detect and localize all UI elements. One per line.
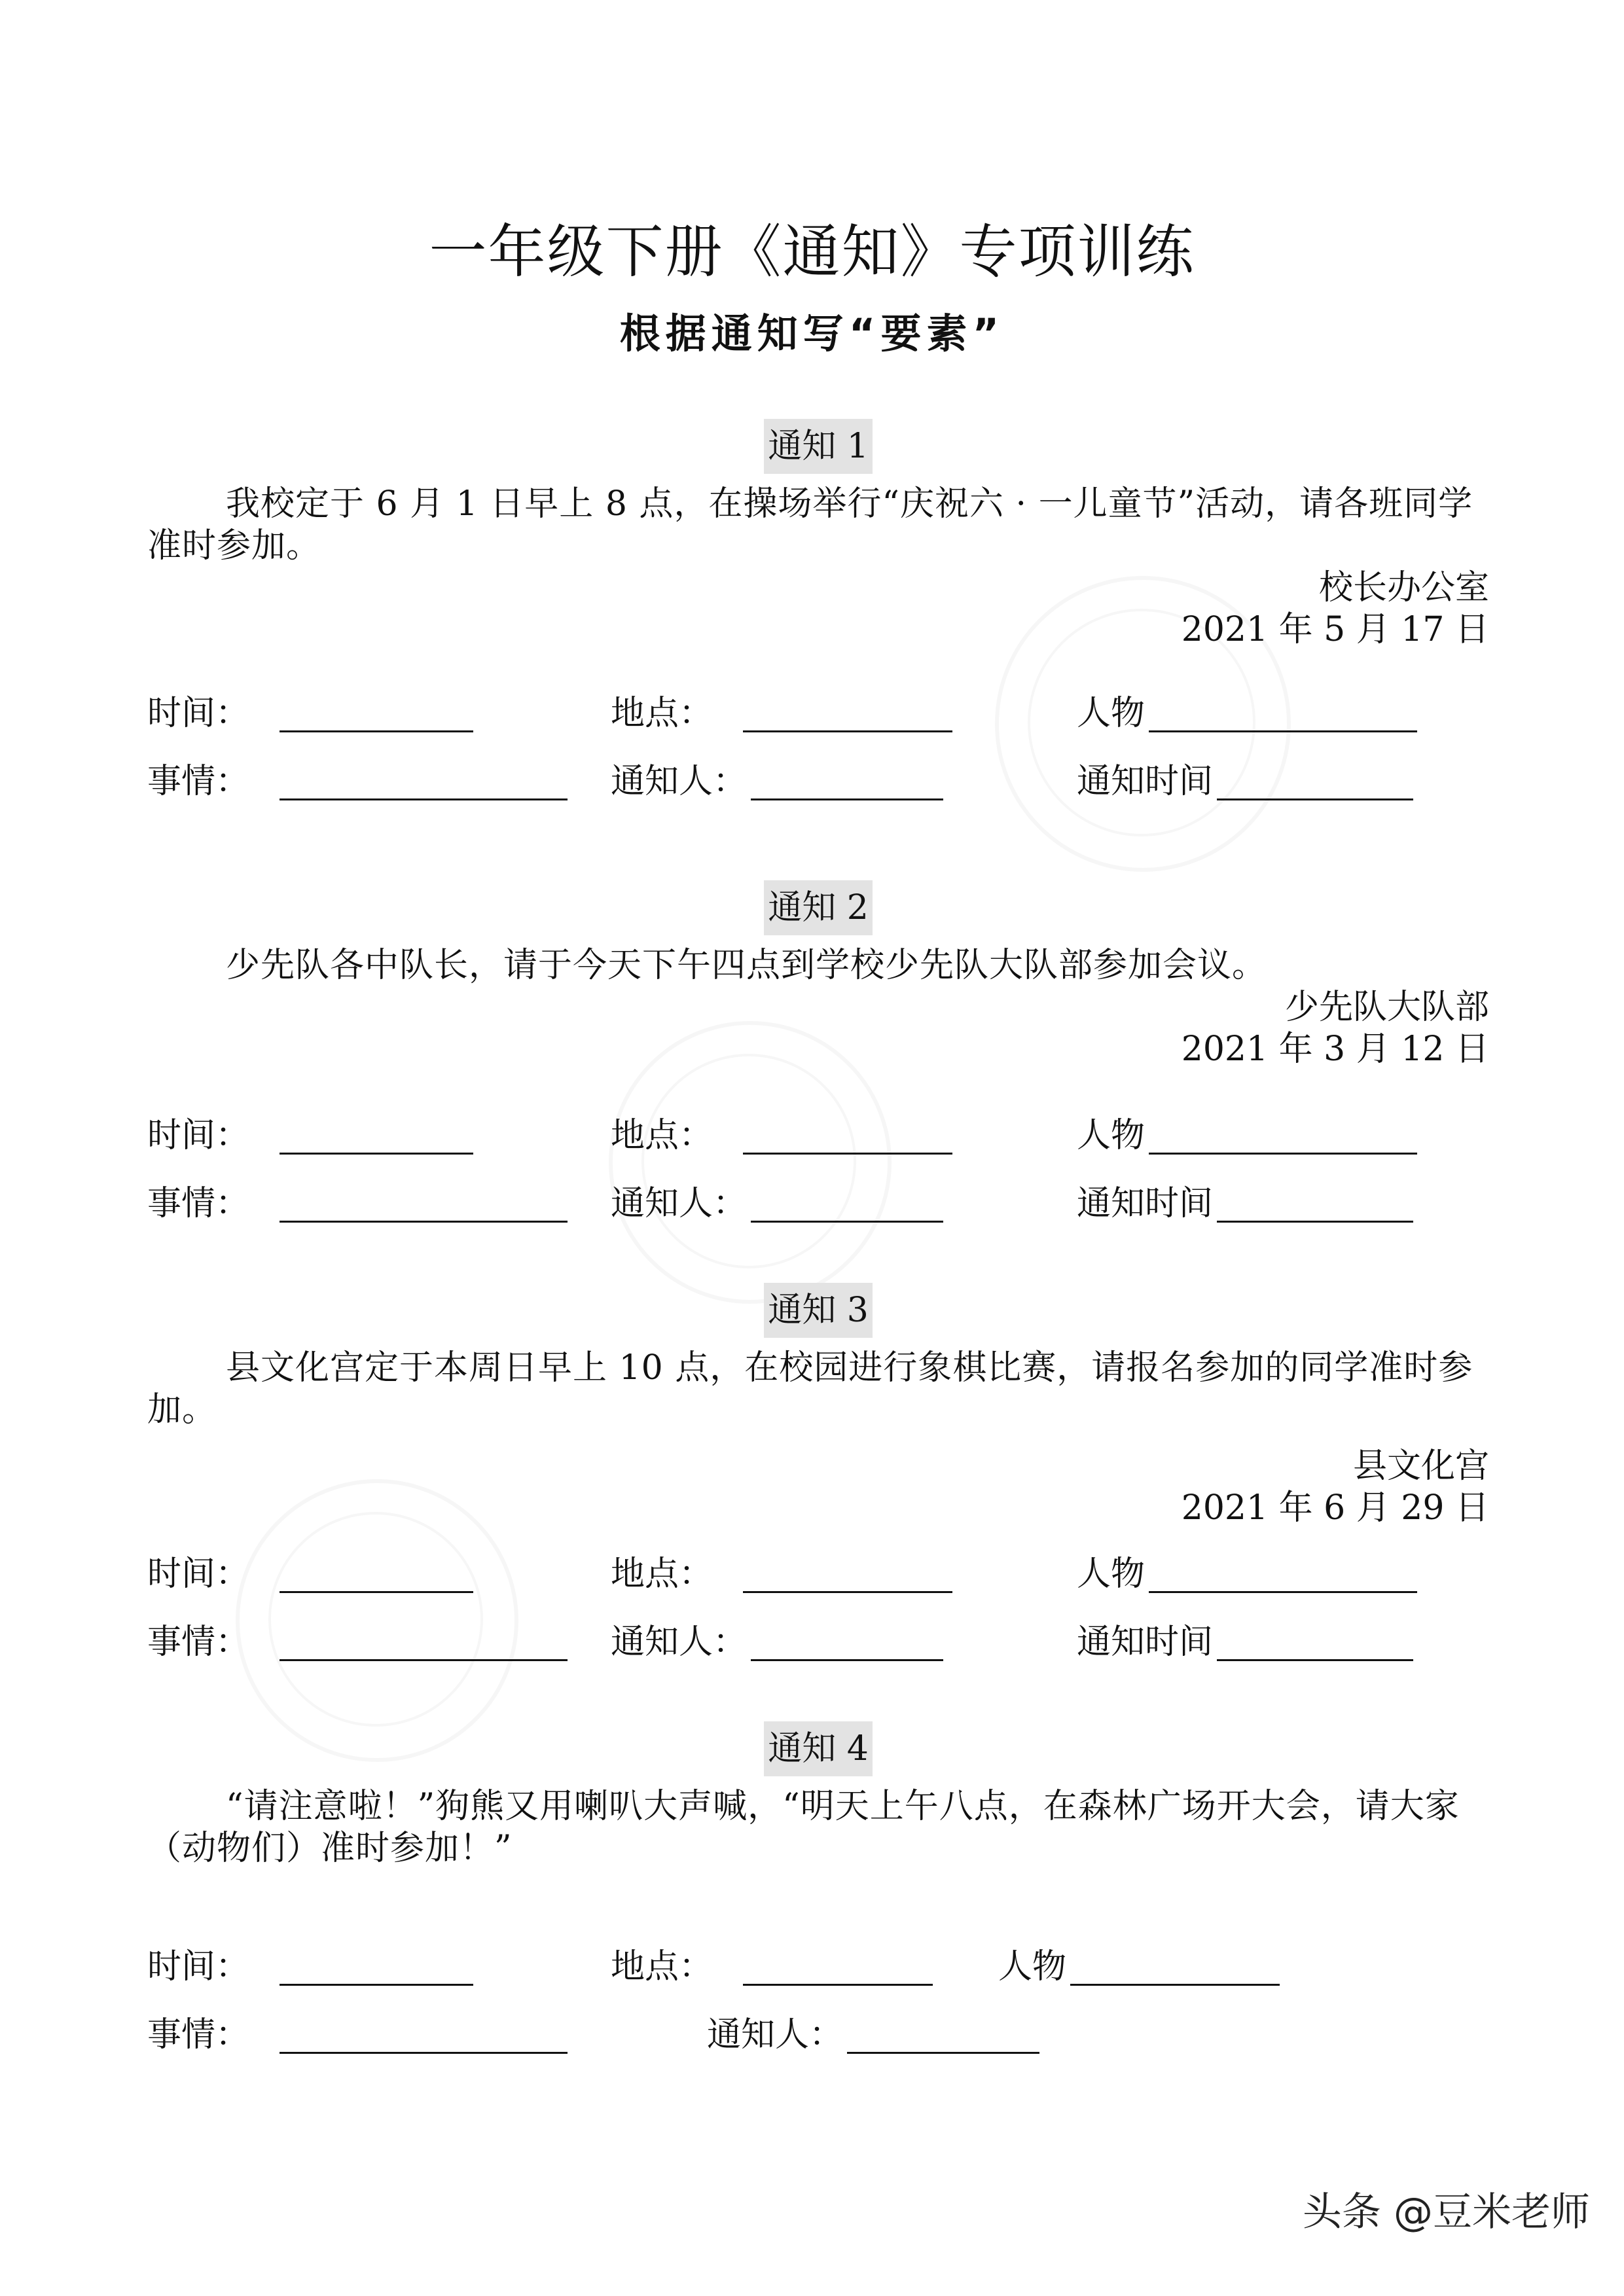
notifier-field [611,1619,943,1665]
time-label: 时间： [147,1116,250,1155]
event-field [147,1619,568,1665]
notifier-field [707,2012,1039,2058]
notice-heading: 通知 4 [764,1721,873,1776]
notifier-blank[interactable] [751,762,943,800]
place-field [611,691,952,736]
event-blank[interactable] [280,1184,568,1223]
stamp-watermark-inner [641,1054,856,1268]
event-blank[interactable] [280,2015,568,2054]
notice-sender: 校长办公室 [1318,568,1489,607]
notifier-field [611,759,943,804]
time-blank[interactable] [280,1554,473,1593]
people-field [1077,1113,1417,1158]
people-label: 人物 [1077,1554,1146,1594]
event-blank[interactable] [280,1623,568,1661]
notice-heading: 通知 2 [764,880,873,935]
place-blank[interactable] [743,1554,952,1593]
notice-signature [147,567,1489,651]
notice-body: “请注意啦！”狗熊又用喇叭大声喊，“明天上午八点，在森林广场开大会，请大家（动物们）准时参加！” [147,1787,1460,1868]
time-label: 时间： [147,1947,250,1986]
place-label: 地点： [611,1116,713,1155]
people-field [1077,691,1417,736]
notify-time-label: 通知时间 [1077,1184,1214,1223]
place-blank[interactable] [743,1116,952,1155]
notice-signature [147,986,1489,1070]
page-subtitle: 根据通知写“要素” [619,310,1005,357]
notice-2 [147,880,1489,1070]
notify-time-field [1077,759,1413,804]
notice-date: 2021 年 5 月 17 日 [1181,610,1489,649]
place-field [611,1113,952,1158]
notifier-label: 通知人： [611,1623,748,1662]
place-field [611,1551,952,1597]
notify-time-blank[interactable] [1217,1623,1413,1661]
event-field [147,2012,568,2058]
time-field [147,691,473,736]
place-blank[interactable] [743,1947,933,1986]
notice-3 [147,1283,1489,1529]
people-blank[interactable] [1149,1554,1417,1593]
time-field [147,1113,473,1158]
notice-body: 少先队各中队长，请于今天下午四点到学校少先队大队部参加会议。 [226,946,1267,985]
time-blank[interactable] [280,1116,473,1155]
event-field [147,1181,568,1227]
place-label: 地点： [611,1554,713,1594]
notice-1 [147,419,1489,651]
time-label: 时间： [147,694,250,733]
event-label: 事情： [147,1184,250,1223]
place-label: 地点： [611,1947,713,1986]
notice-body: 我校定于 6 月 1 日早上 8 点，在操场举行“庆祝六 · 一儿童节”活动，请各班同学准时参加。 [147,484,1473,565]
people-blank[interactable] [1070,1947,1280,1986]
notify-time-label: 通知时间 [1077,1623,1214,1662]
source-watermark: 头条 @豆米老师 [1302,2189,1590,2235]
people-blank[interactable] [1149,694,1417,732]
time-blank[interactable] [280,1947,473,1986]
people-label: 人物 [1077,694,1146,733]
notice-4 [147,1721,1489,1869]
place-blank[interactable] [743,694,952,732]
people-label: 人物 [998,1947,1067,1986]
notifier-label: 通知人： [611,762,748,801]
time-field [147,1551,473,1597]
notifier-blank[interactable] [847,2015,1039,2054]
notifier-field [611,1181,943,1227]
notice-date: 2021 年 6 月 29 日 [1181,1488,1489,1528]
notice-heading: 通知 1 [764,419,873,474]
notifier-blank[interactable] [751,1623,943,1661]
place-label: 地点： [611,694,713,733]
notice-signature [147,1445,1489,1529]
event-label: 事情： [147,2015,250,2054]
notify-time-blank[interactable] [1217,762,1413,800]
notice-sender: 少先队大队部 [1284,988,1489,1027]
notifier-blank[interactable] [751,1184,943,1223]
notify-time-field [1077,1619,1413,1665]
page-title: 一年级下册《通知》专项训练 [429,218,1195,285]
notice-body: 县文化宫定于本周日早上 10 点，在校园进行象棋比赛，请报名参加的同学准时参加。 [147,1348,1473,1429]
event-field [147,759,568,804]
time-blank[interactable] [280,694,473,732]
people-field [998,1944,1280,1990]
event-blank[interactable] [280,762,568,800]
time-label: 时间： [147,1554,250,1594]
notify-time-blank[interactable] [1217,1184,1413,1223]
notify-time-label: 通知时间 [1077,762,1214,801]
notice-heading: 通知 3 [764,1283,873,1338]
time-field [147,1944,473,1990]
event-label: 事情： [147,1623,250,1662]
people-blank[interactable] [1149,1116,1417,1155]
notice-sender: 县文化宫 [1352,1446,1489,1486]
people-label: 人物 [1077,1116,1146,1155]
notifier-label: 通知人： [611,1184,748,1223]
notice-date: 2021 年 3 月 12 日 [1181,1030,1489,1069]
place-field [611,1944,933,1990]
event-label: 事情： [147,762,250,801]
people-field [1077,1551,1417,1597]
notifier-label: 通知人： [707,2015,844,2054]
notify-time-field [1077,1181,1413,1227]
